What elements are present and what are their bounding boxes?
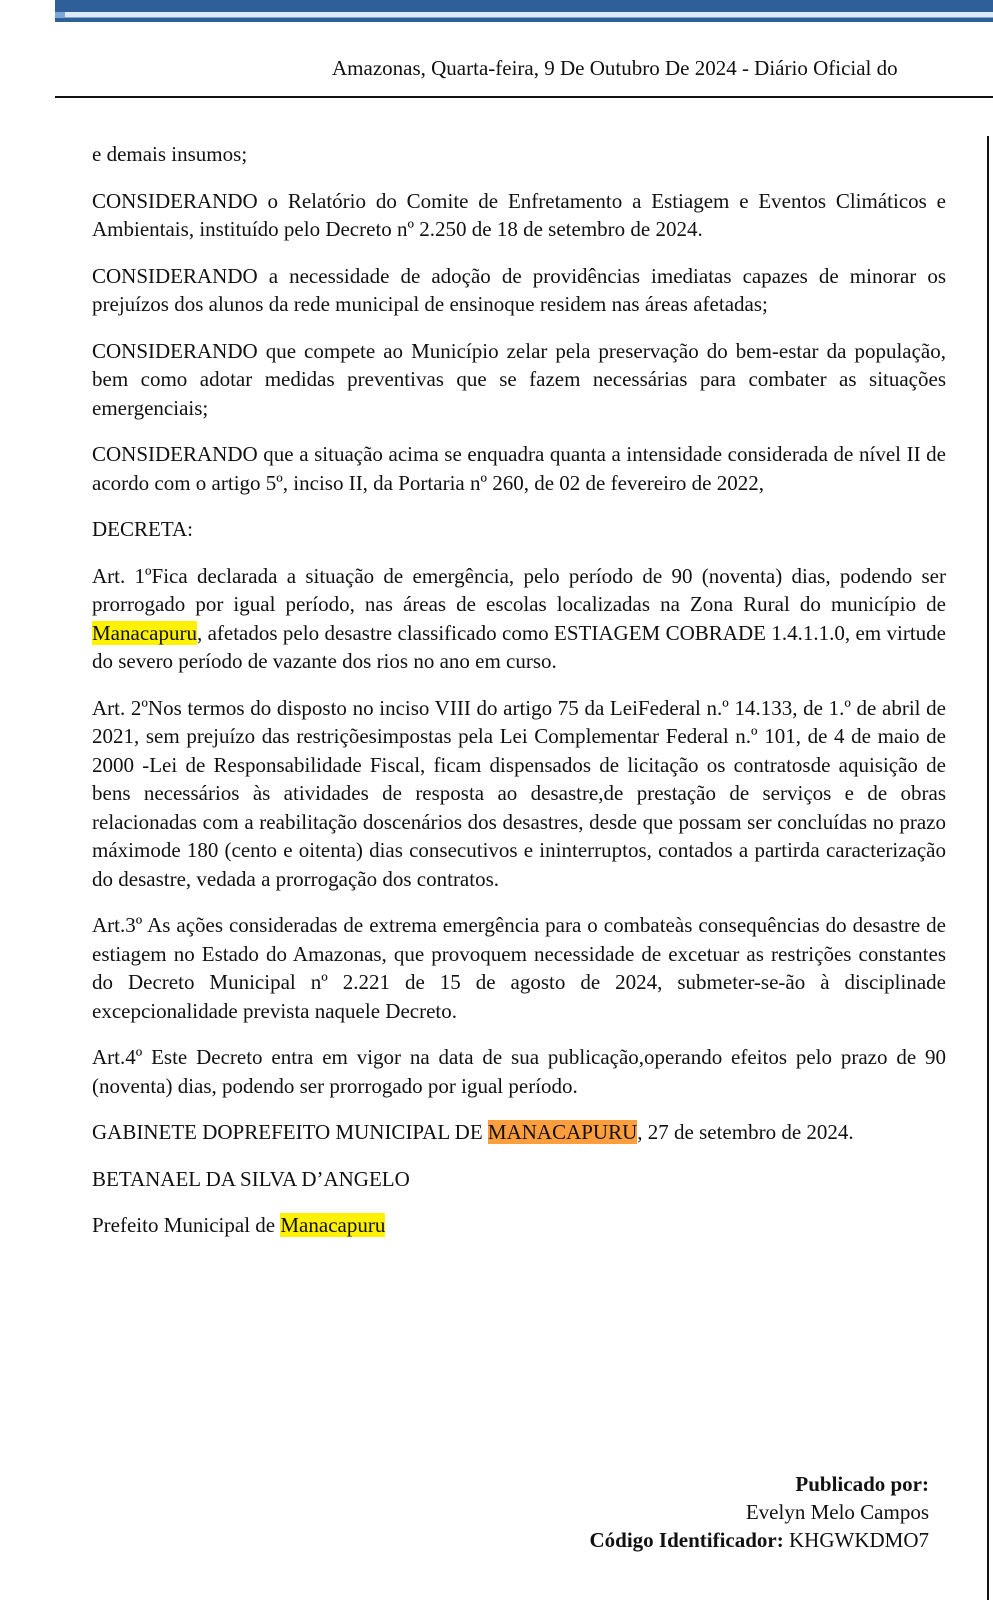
article-1-text-b: , afetados pelo desastre classificado como ESTIAGEM COBRADE 1.4.1.1.0, em virtude do severo período de vazante dos rios no ano em curso. [92,620,946,673]
publication-info [590,1470,930,1554]
gabinete-text-b: , 27 de setembro de 2024. [637,1120,854,1144]
published-by-label: Publicado por: [795,1472,929,1496]
decreta-heading: DECRETA: [92,517,193,541]
document-body [92,140,946,1258]
paragraph: e demais insumos; [92,142,248,166]
signer-role-text: Prefeito Municipal de [92,1213,281,1237]
paragraph: CONSIDERANDO que a situação acima se enquadra quanta a intensidade considerada de nível II de acordo com o artigo 5º, inciso II, da Portaria nº 260, de 02 de fevereiro de 2022, [92,442,946,495]
gabinete-line [92,1118,946,1147]
paragraph: CONSIDERANDO a necessidade de adoção de providências imediatas capazes de minorar os prejuízos dos alunos da rede municipal de ensinoque residem nas áreas afetadas; [92,263,946,316]
publisher-name: Evelyn Melo Campos [745,1500,929,1524]
article-3: Art.3º As ações consideradas de extrema emergência para o combateàs consequências do desastre de estiagem no Estado do Amazonas, que provoquem necessidade de excetuar as restrições constantes do Decreto Municipal nº 2.221 de 15 de agosto de 2024, submeter-se-ão à disciplinade excepcionalidade prevista naquele Decreto. [92,913,946,1023]
paragraph: CONSIDERANDO que compete ao Município zelar pela preservação do bem-estar da população, bem como adotar medidas preventivas que se fazem necessárias para combater as situações emergenciais; [92,338,946,420]
highlighted-term: Manacapuru [280,1213,386,1237]
article-1-text-a: Art. 1ºFica declarada a situação de emergência, pelo período de 90 (noventa) dias, podendo ser prorrogado por igual período, nas áreas de escolas localizadas na Zona Rural do município de [92,563,946,616]
header-banner-highlight [65,12,993,17]
header-divider [55,96,993,98]
signer-name: BETANAEL DA SILVA D’ANGELO [92,1166,410,1191]
header-banner [55,0,993,22]
highlighted-term-orange: MANACAPURU [487,1120,638,1144]
highlighted-term: Manacapuru [92,620,197,645]
identifier-code-value: KHGWKDMO7 [789,1528,929,1552]
article-4: Art.4º Este Decreto entra em vigor na data de sua publicação,operando efeitos pelo prazo de 90 (noventa) dias, podendo ser prorrogado por igual período. [92,1045,946,1098]
signer-role [92,1211,946,1240]
article-1 [92,562,946,676]
paragraph: CONSIDERANDO o Relatório do Comite de Enfretamento a Estiagem e Eventos Climáticos e Ambientais, instituído pelo Decreto nº 2.250 de 18 de setembro de 2024. [92,188,946,241]
identifier-code-label: Código Identificador: [589,1528,784,1552]
column-divider [987,136,989,1600]
page-header: Amazonas, Quarta-feira, 9 De Outubro De 2024 - Diário Oficial do [332,56,898,80]
article-2: Art. 2ºNos termos do disposto no inciso VIII do artigo 75 da LeiFederal n.º 14.133, de 1.º de abril de 2021, sem prejuízo das restriçõesimpostas pela Lei Complementar Federal n.º 101, de 4 de maio de 2000 -Lei de Responsabilidade Fiscal, ficam dispensados de licitação os contratosde aquisição de bens necessários às atividades de resposta ao desastre,de prestação de serviços e de obras relacionadas com a reabilitação doscenários dos desastres, desde que possam ser concluídas no prazo máximode 180 (cento e oitenta) dias consecutivos e ininterruptos, contados a partirda caracterização do desastre, vedada a prorrogação dos contratos. [92,695,946,891]
gabinete-text-a: GABINETE DOPREFEITO MUNICIPAL DE [92,1120,488,1144]
